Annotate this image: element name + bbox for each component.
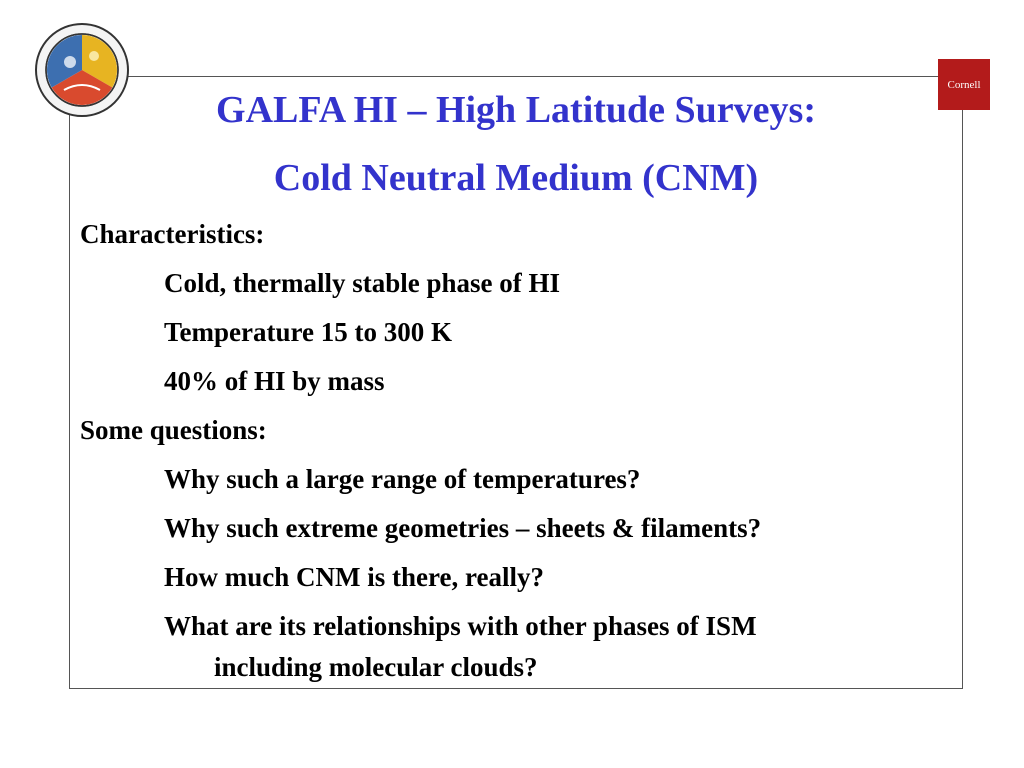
- list-item-continuation: including molecular clouds?: [214, 652, 538, 682]
- cornell-logo-text: Cornell: [947, 78, 981, 91]
- list-item: 40% of HI by mass: [164, 366, 385, 396]
- slide-title-line-1: GALFA HI – High Latitude Surveys:: [216, 89, 816, 131]
- list-item: Why such extreme geometries – sheets & filaments?: [164, 513, 762, 543]
- list-item: Temperature 15 to 300 K: [164, 317, 452, 347]
- list-item: What are its relationships with other phases of ISM: [164, 611, 757, 641]
- list-item: Why such a large range of temperatures?: [164, 464, 641, 494]
- section-heading-characteristics: Characteristics:: [80, 219, 265, 249]
- list-item: How much CNM is there, really?: [164, 562, 544, 592]
- section-heading-questions: Some questions:: [80, 415, 267, 445]
- slide-title-line-2: Cold Neutral Medium (CNM): [273, 157, 759, 199]
- list-item: Cold, thermally stable phase of HI: [164, 268, 561, 298]
